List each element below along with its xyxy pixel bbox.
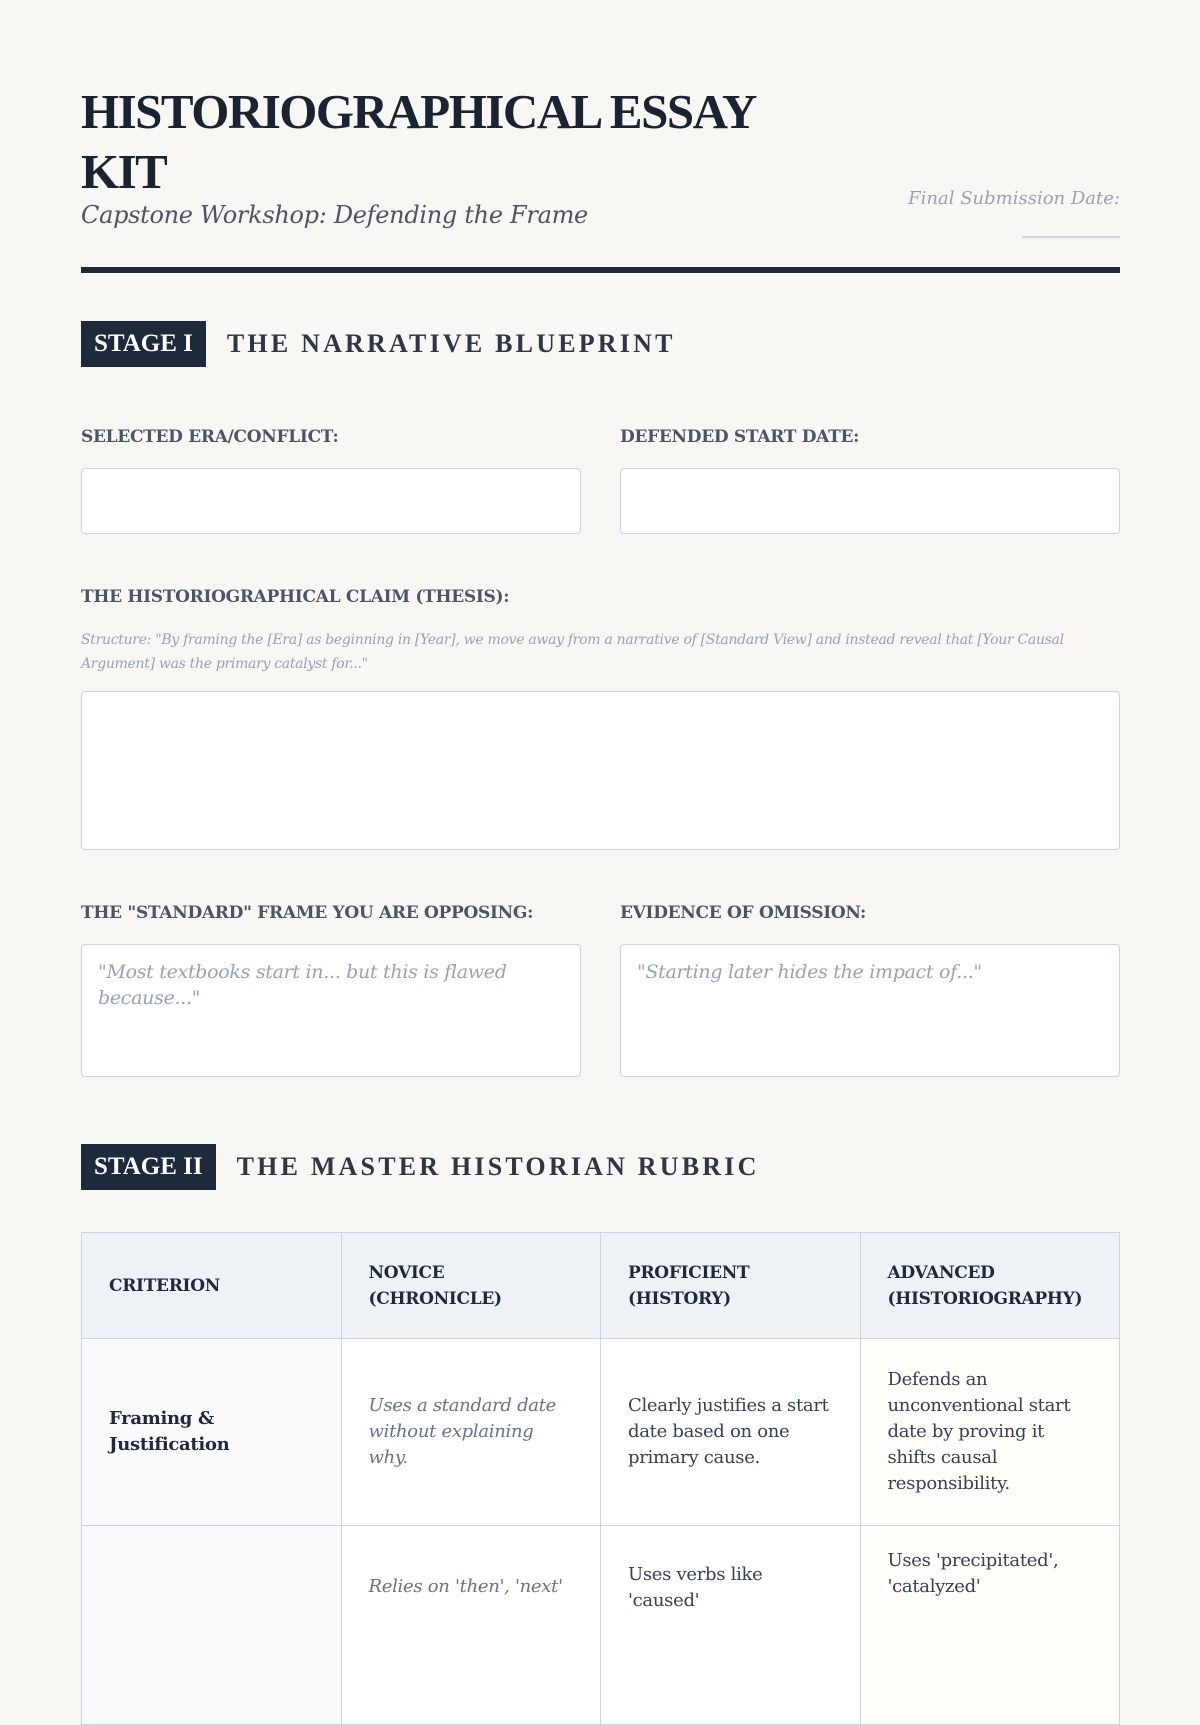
page-subtitle: Capstone Workshop: Defending the Frame [81, 201, 588, 229]
rubric-proficient-cell: Clearly justifies a start date based on one primary cause. [601, 1339, 861, 1526]
page-title: HISTORIOGRAPHICAL ESSAY KIT [81, 84, 755, 199]
stage-2-title: THE MASTER HISTORIAN RUBRIC [236, 1152, 760, 1181]
stage-1-badge: STAGE I [81, 321, 206, 367]
stage-1-title: THE NARRATIVE BLUEPRINT [226, 329, 676, 358]
rubric-header-proficient: PROFICIENT (HISTORY) [601, 1233, 861, 1339]
rubric-advanced-cell: Defends an unconventional start date by proving it shifts causal responsibility. [860, 1339, 1120, 1526]
era-field[interactable] [81, 468, 581, 534]
rubric-novice-cell: Uses a standard date without explaining why. [341, 1339, 601, 1526]
essay-kit-page [81, 0, 1120, 1611]
standard-frame-placeholder: "Most textbooks start in... but this is flawed because..." [98, 961, 507, 1009]
omission-label: EVIDENCE OF OMISSION: [620, 903, 866, 923]
era-label: SELECTED ERA/CONFLICT: [81, 427, 339, 447]
submission-date-field[interactable] [1022, 236, 1120, 238]
rubric-header-novice: NOVICE (CHRONICLE) [341, 1233, 601, 1339]
start-date-field[interactable] [620, 468, 1120, 534]
rubric-header-criterion: CRITERION [82, 1233, 342, 1339]
table-row [82, 1526, 1120, 1725]
rubric-header-advanced: ADVANCED (HISTORIOGRAPHY) [860, 1233, 1120, 1339]
standard-frame-label: THE "STANDARD" FRAME YOU ARE OPPOSING: [81, 903, 534, 923]
thesis-label: THE HISTORIOGRAPHICAL CLAIM (THESIS): [81, 587, 510, 607]
stage-2-heading [81, 1144, 760, 1190]
thesis-field[interactable] [81, 691, 1120, 850]
standard-frame-field[interactable] [81, 944, 581, 1077]
rubric-header-row [82, 1233, 1120, 1339]
rubric-criterion-cell [82, 1526, 342, 1725]
rubric-advanced-cell: Uses 'precipitated', 'catalyzed' [860, 1526, 1120, 1725]
rubric-table [81, 1232, 1120, 1725]
start-date-label: DEFENDED START DATE: [620, 427, 860, 447]
thesis-hint: Structure: "By framing the [Era] as beginning in [Year], we move away from a narrative of [Standard View] and instead reveal that [Your Causal Argument] was the primary catalyst for..." [81, 632, 1064, 672]
rubric-novice-cell: Relies on 'then', 'next' [341, 1526, 601, 1725]
table-row [82, 1339, 1120, 1526]
stage-2-badge: STAGE II [81, 1144, 216, 1190]
rubric-criterion-cell: Framing & Justification [82, 1339, 342, 1526]
omission-field[interactable] [620, 944, 1120, 1077]
submission-date-label: Final Submission Date: [908, 188, 1120, 209]
rubric-proficient-cell: Uses verbs like 'caused' [601, 1526, 861, 1725]
stage-1-heading [81, 321, 676, 367]
header-divider [81, 267, 1120, 273]
omission-placeholder: "Starting later hides the impact of..." [637, 961, 982, 983]
header [81, 0, 1120, 275]
